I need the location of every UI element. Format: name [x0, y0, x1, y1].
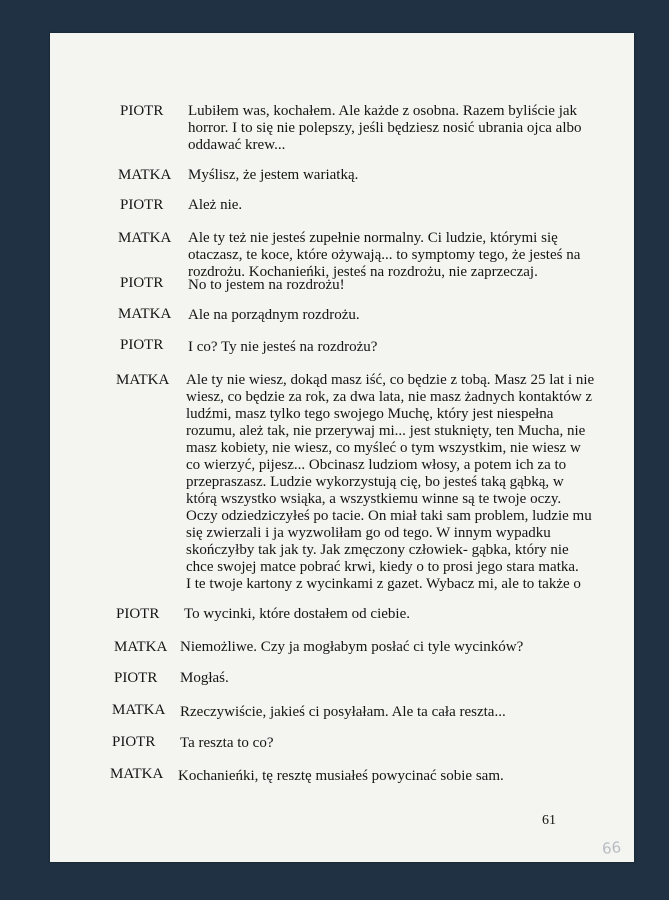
- dialogue-line: ludźmi, masz tylko tego swojego Muchę, który jest niespełna: [186, 406, 554, 422]
- speaker-label: MATKA: [114, 639, 168, 655]
- speaker-label: MATKA: [118, 167, 172, 183]
- dialogue-line: Niemożliwe. Czy ja mogłabym posłać ci tyle wycinków?: [180, 639, 524, 655]
- speaker-label: MATKA: [118, 306, 172, 322]
- dialogue-line: I te twoje kartony z wycinkami z gazet. Wybacz mi, ale to także o: [186, 576, 581, 592]
- speaker-label: PIOTR: [120, 103, 164, 119]
- dialogue-line: rozdrożu. Kochanieńki, jesteś na rozdrożu, nie zaprzeczaj.: [188, 264, 538, 280]
- speaker-label: PIOTR: [120, 275, 164, 291]
- speaker-label: MATKA: [110, 766, 164, 782]
- speaker-label: MATKA: [116, 372, 170, 388]
- dialogue-line: Lubiłem was, kochałem. Ale każde z osobna. Razem byliście jak: [188, 103, 578, 119]
- dialogue-line: otaczasz, te koce, które ożywają... to symptomy tego, że jesteś na: [188, 247, 581, 263]
- speaker-label: PIOTR: [120, 197, 164, 213]
- dialogue-line: To wycinki, które dostałem od ciebie.: [184, 606, 410, 622]
- dialogue-line: Rzeczywiście, jakieś ci posyłałam. Ale ta cała reszta...: [180, 704, 506, 720]
- dialogue-line: rozumu, ależ tak, nie przerywaj mi... jest stuknięty, ten Mucha, nie: [186, 423, 586, 439]
- dialogue-line: Ale na porządnym rozdrożu.: [188, 307, 360, 323]
- speaker-label: MATKA: [112, 702, 166, 718]
- dialogue-line: masz kobiety, nie wiesz, co myśleć o tym wszystkim, nie wiesz w: [186, 440, 581, 456]
- dialogue-line: Ta reszta to co?: [180, 735, 274, 751]
- speaker-label: PIOTR: [116, 606, 160, 622]
- dialogue-line: skończyłby tak jak ty. Jak zmęczony człowiek- gąbka, który nie: [186, 542, 569, 558]
- dialogue-line: I co? Ty nie jesteś na rozdrożu?: [188, 339, 378, 355]
- dialogue-line: się zwierzali i ja wyzwoliłam go od tego. W innym wypadku: [186, 525, 551, 541]
- dialogue-line: chce swojej matce pobrać krwi, kiedy o to prosi jego stara matka.: [186, 559, 579, 575]
- dialogue-line: oddawać krew...: [188, 137, 286, 153]
- dialogue-line: Ale ty też nie jesteś zupełnie normalny. Ci ludzie, którymi się: [188, 230, 558, 246]
- dialogue-line: Mogłaś.: [180, 670, 229, 686]
- dialogue-line: którą wszystko wsiąka, a wszystkiemu winne są te twoje oczy.: [186, 491, 562, 507]
- page-number: 61: [542, 813, 556, 828]
- dialogue-line: Ależ nie.: [188, 197, 243, 213]
- speaker-label: PIOTR: [114, 670, 158, 686]
- dialogue-line: horror. I to się nie polepszy, jeśli będziesz nosić ubrania ojca albo: [188, 120, 582, 136]
- dialogue-line: Kochanieńki, tę resztę musiałeś powycinać sobie sam.: [178, 768, 504, 784]
- dialogue-line: Ale ty nie wiesz, dokąd masz iść, co będzie z tobą. Masz 25 lat i nie: [186, 372, 595, 388]
- dialogue-line: przepraszasz. Ludzie wykorzystują cię, bo jesteś taką gąbką, w: [186, 474, 564, 490]
- speaker-label: MATKA: [118, 230, 172, 246]
- dialogue-line: co wierzyć, pijesz... Obcinasz ludziom włosy, a potem ich za to: [186, 457, 567, 473]
- dialogue-line: No to jestem na rozdrożu!: [188, 277, 345, 293]
- dialogue-line: Oczy odziedziczyłeś po tacie. On miał taki sam problem, ludzie mu: [186, 508, 592, 524]
- script-page: [50, 33, 634, 862]
- handwritten-page-mark: 66: [601, 838, 622, 858]
- dialogue-line: wiesz, co będzie za rok, za dwa lata, nie masz żadnych kontaktów z: [186, 389, 593, 405]
- dialogue-line: Myślisz, że jestem wariatką.: [188, 167, 359, 183]
- speaker-label: PIOTR: [120, 337, 164, 353]
- speaker-label: PIOTR: [112, 734, 156, 750]
